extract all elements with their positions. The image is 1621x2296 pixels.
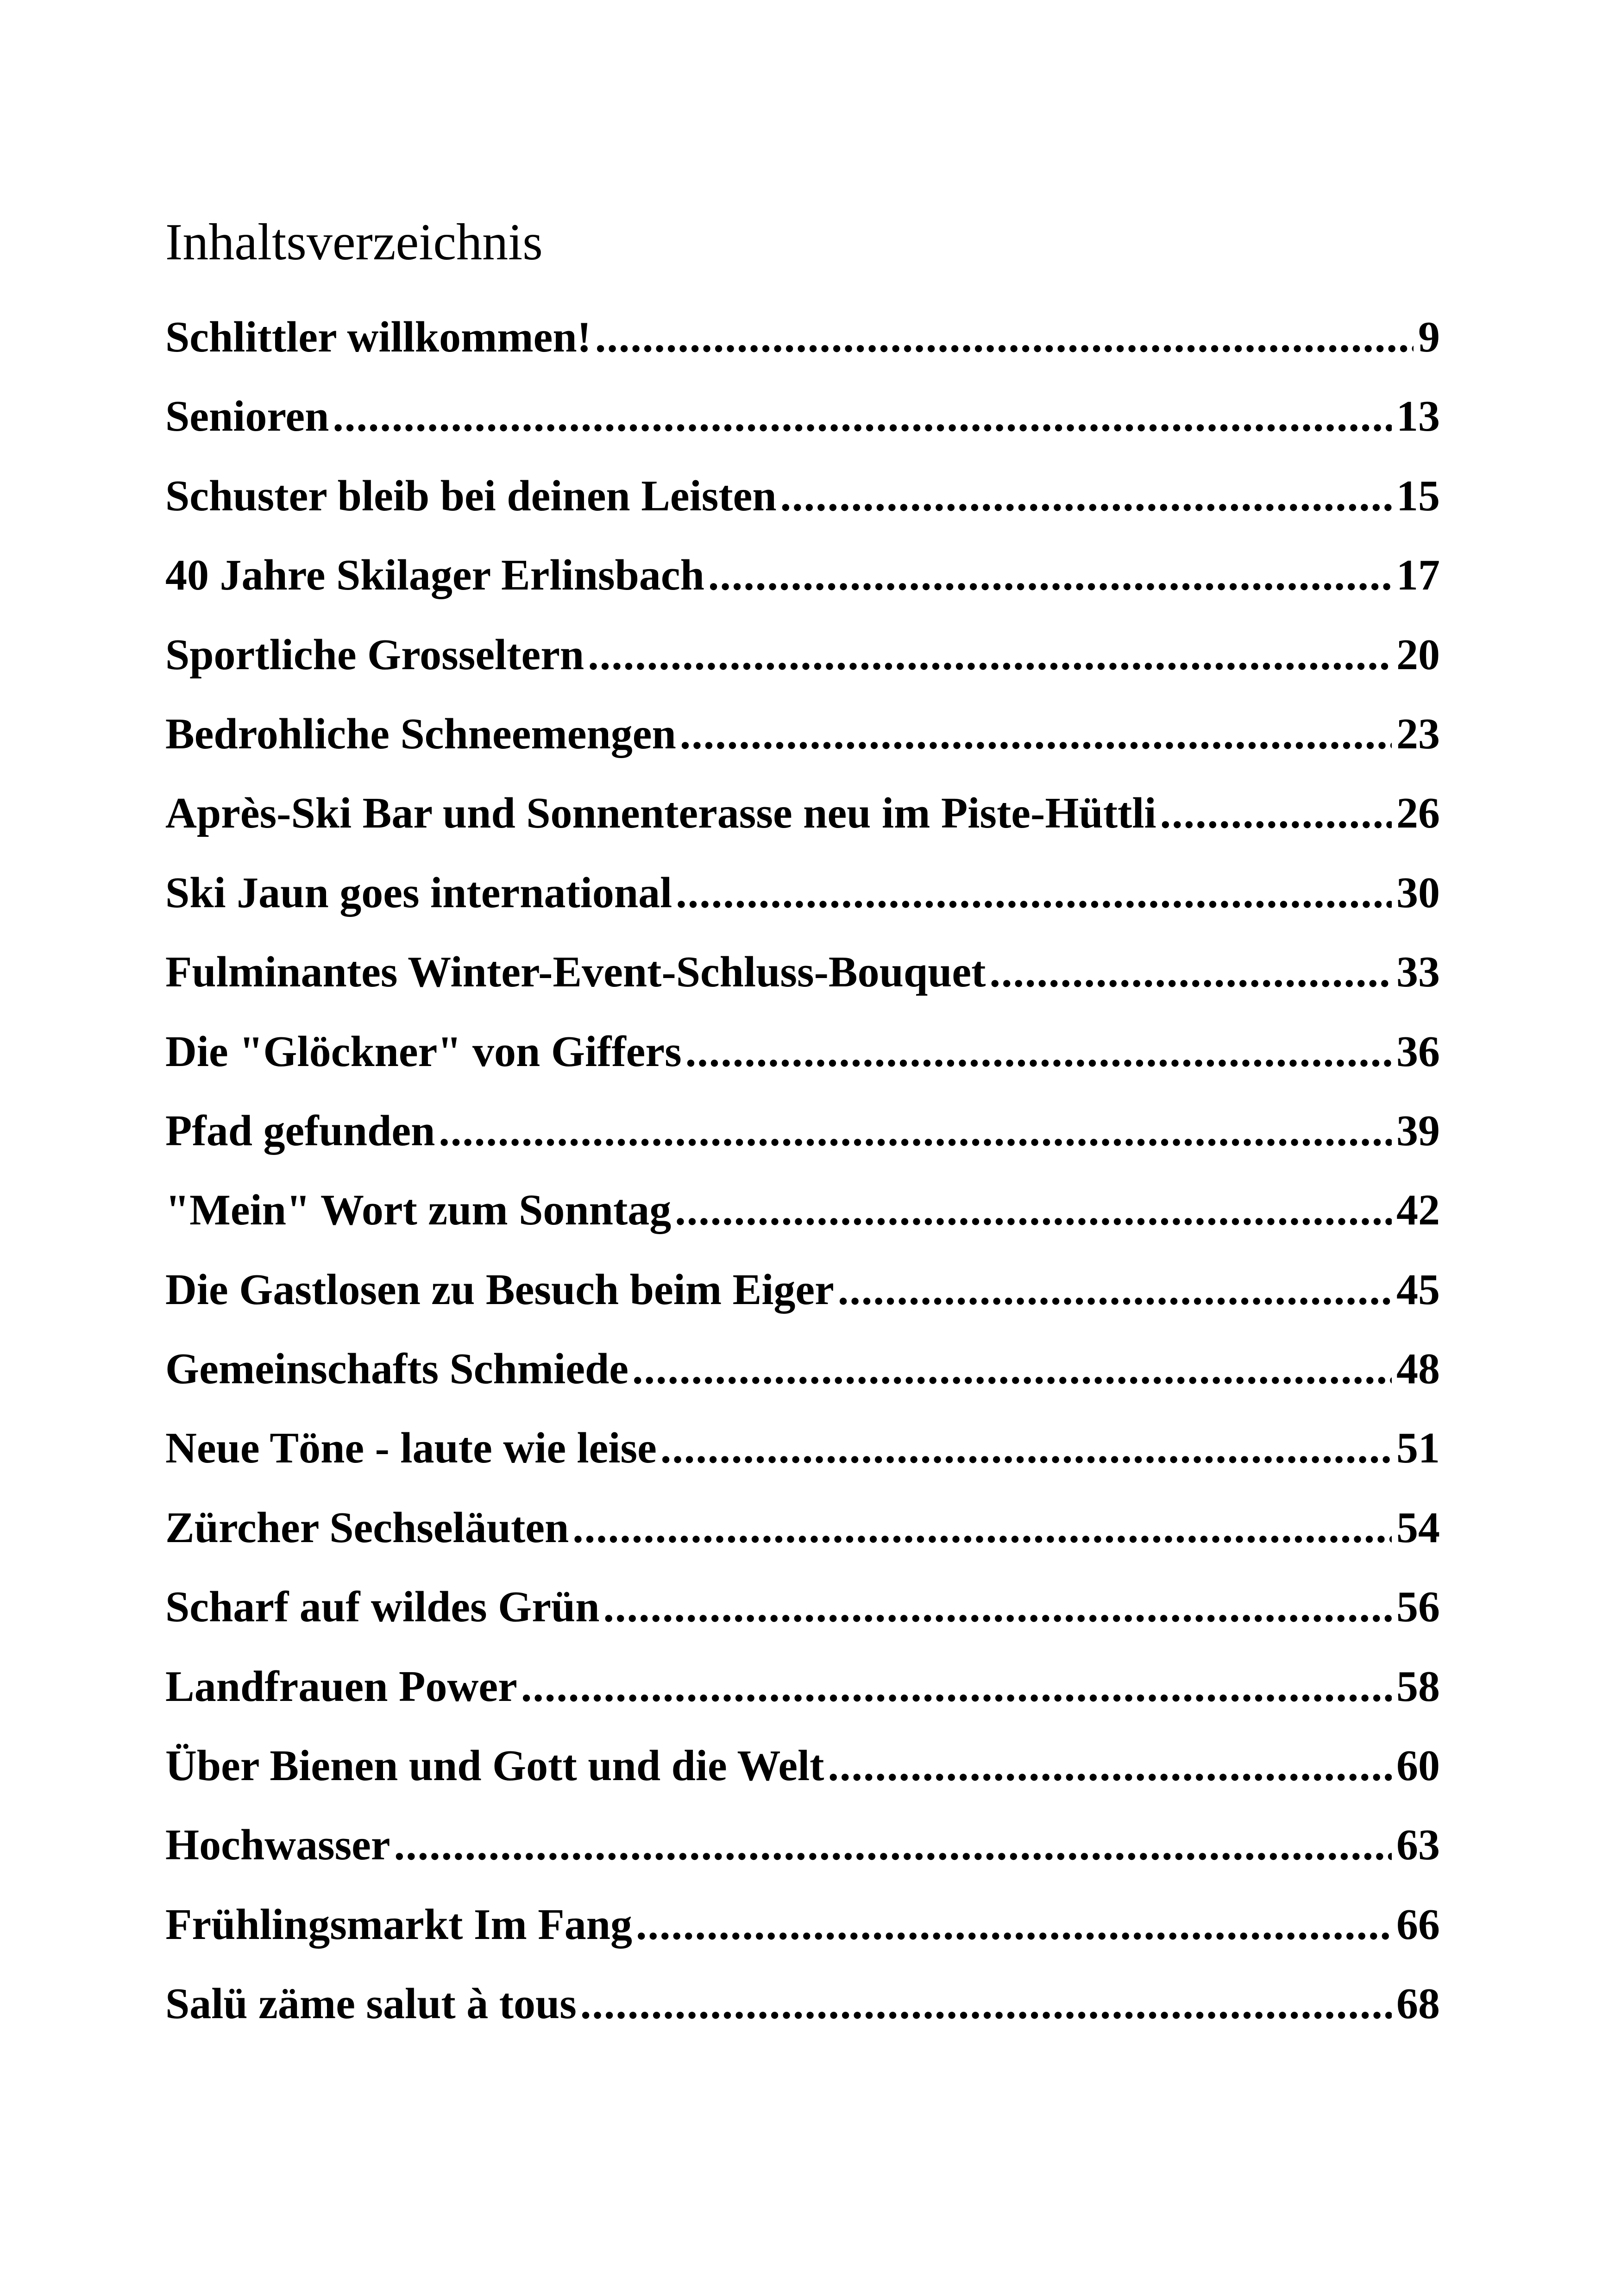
toc-entry-title: Pfad gefunden [165,1106,435,1155]
toc-entry-title: Bedrohliche Schneemengen [165,709,676,758]
toc-page-number: 66 [1396,1900,1440,1949]
toc-dot-leader [838,1257,1392,1322]
toc-page-number: 26 [1396,789,1440,838]
toc-entry[interactable] [165,543,1440,622]
toc-entry-title: Fulminantes Winter-Event-Schluss-Bouquet [165,948,986,997]
toc-dot-leader [394,1813,1392,1877]
toc-entry[interactable] [165,860,1440,940]
toc-entry-title: Scharf auf wildes Grün [165,1583,600,1631]
toc-dot-leader [636,1892,1392,1957]
toc-dot-leader [676,860,1392,925]
toc-entry-title: 40 Jahre Skilager Erlinsbach [165,551,704,600]
toc-entry[interactable] [165,1416,1440,1495]
toc-entry[interactable] [165,1257,1440,1336]
toc-entry[interactable] [165,1575,1440,1654]
toc-dot-leader [660,1416,1392,1480]
toc-dot-leader [1160,781,1392,846]
toc-dot-leader [439,1098,1392,1163]
toc-entry-title: Neue Töne - laute wie leise [165,1424,657,1473]
toc-dot-leader [333,384,1392,449]
toc-entry-title: "Mein" Wort zum Sonntag [165,1186,672,1235]
toc-dot-leader [685,1019,1392,1084]
toc-entry-title: Landfrauen Power [165,1662,517,1711]
toc-entry[interactable] [165,305,1440,384]
toc-entry-title: Senioren [165,392,329,441]
toc-dot-leader [632,1336,1392,1401]
toc-entry-title: Über Bienen und Gott und die Welt [165,1742,824,1790]
toc-entry[interactable] [165,1098,1440,1178]
toc-entry-title: Sportliche Grosseltern [165,630,584,679]
toc-page-number: 17 [1396,551,1440,600]
toc-entry[interactable] [165,1971,1440,2051]
toc-entry-title: Schuster bleib bei deinen Leisten [165,471,777,520]
toc-page-number: 13 [1396,392,1440,441]
toc-page-number: 48 [1396,1345,1440,1393]
toc-page-number: 56 [1396,1583,1440,1631]
toc-entry[interactable] [165,1495,1440,1575]
toc-page-number: 23 [1396,709,1440,758]
toc-entry-title: Hochwasser [165,1821,390,1869]
toc-page-number: 36 [1396,1027,1440,1076]
toc-page-number: 54 [1396,1503,1440,1552]
toc-page-number: 33 [1396,948,1440,997]
toc-page-number: 39 [1396,1106,1440,1155]
toc-entry[interactable] [165,384,1440,463]
toc-entry[interactable] [165,1892,1440,1971]
toc-list [165,305,1440,2051]
toc-entry[interactable] [165,464,1440,543]
toc-entry-title: Frühlingsmarkt Im Fang [165,1900,632,1949]
toc-entry[interactable] [165,1813,1440,1892]
toc-entry-title: Die Gastlosen zu Besuch beim Eiger [165,1265,834,1314]
toc-entry-title: Schlittler willkommen! [165,313,591,361]
toc-page-number: 58 [1396,1662,1440,1711]
toc-dot-leader [828,1733,1392,1798]
toc-page-number: 60 [1396,1742,1440,1790]
toc-entry[interactable] [165,1336,1440,1416]
toc-entry[interactable] [165,1019,1440,1098]
toc-dot-leader [780,464,1392,528]
toc-page-number: 30 [1396,868,1440,917]
toc-dot-leader [603,1575,1392,1639]
toc-dot-leader [708,543,1392,608]
toc-entry-title: Zürcher Sechseläuten [165,1503,569,1552]
toc-entry[interactable] [165,1178,1440,1257]
toc-entry[interactable] [165,622,1440,702]
toc-page-number: 51 [1396,1424,1440,1473]
toc-dot-leader [595,305,1414,370]
toc-entry-title: Ski Jaun goes international [165,868,672,917]
toc-entry[interactable] [165,1654,1440,1733]
toc-dot-leader [521,1654,1392,1719]
toc-page-number: 15 [1396,471,1440,520]
toc-entry[interactable] [165,940,1440,1019]
toc-page-number: 42 [1396,1186,1440,1235]
toc-page-number: 68 [1396,1980,1440,2028]
toc-entry-title: Après-Ski Bar und Sonnenterasse neu im Piste-Hüttli [165,789,1156,838]
toc-heading: Inhaltsverzeichnis [165,213,543,271]
toc-dot-leader [989,940,1392,1004]
toc-page-number: 9 [1418,313,1440,361]
toc-entry[interactable] [165,1733,1440,1813]
toc-page-number: 45 [1396,1265,1440,1314]
toc-entry-title: Salü zäme salut à tous [165,1980,577,2028]
toc-dot-leader [572,1495,1392,1560]
toc-entry[interactable] [165,702,1440,781]
toc-entry[interactable] [165,781,1440,860]
toc-entry-title: Gemeinschafts Schmiede [165,1345,628,1393]
toc-entry-title: Die "Glöckner" von Giffers [165,1027,682,1076]
toc-page-number: 20 [1396,630,1440,679]
toc-dot-leader [588,622,1392,687]
toc-page-number: 63 [1396,1821,1440,1869]
toc-dot-leader [680,702,1392,766]
toc-dot-leader [675,1178,1392,1242]
toc-dot-leader [580,1971,1392,2036]
